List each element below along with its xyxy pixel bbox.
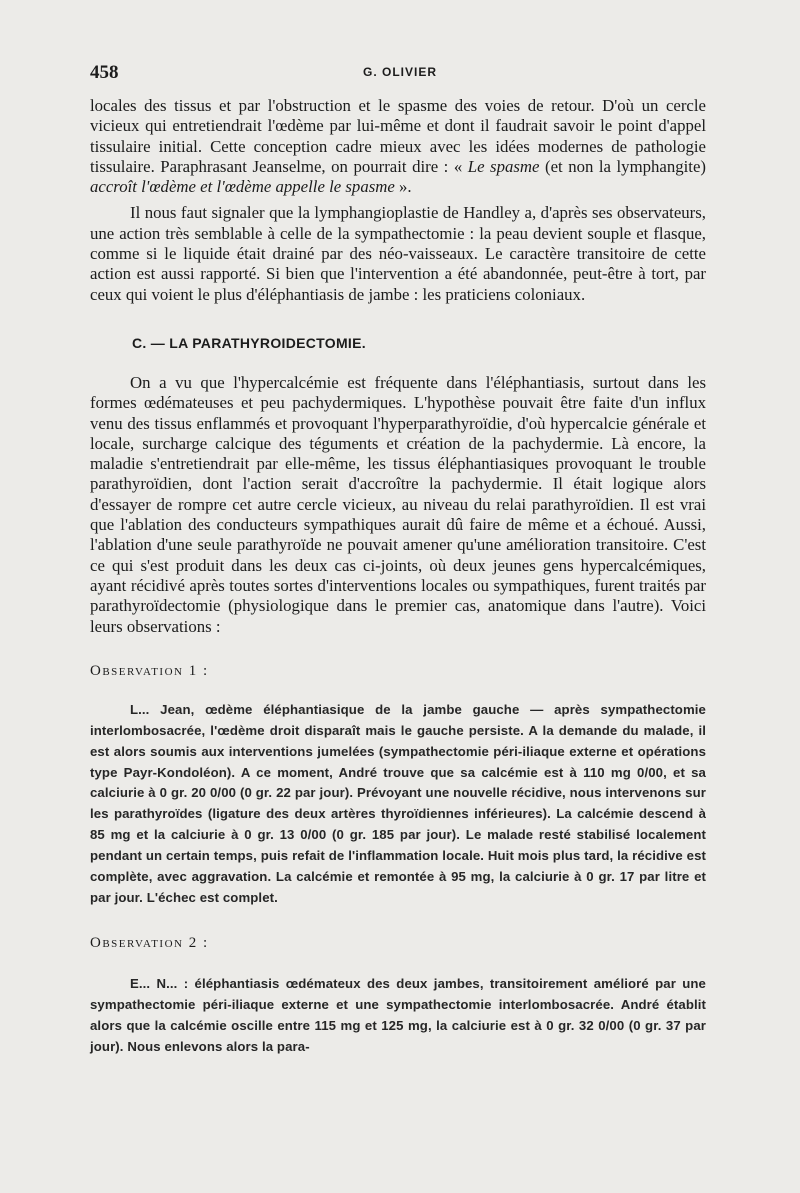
page-number: 458 [90, 62, 119, 83]
observation-2-text: E... N... : éléphantiasis œdémateux des deux jambes, transitoirement amélioré par une sympathectomie péri-iliaque externe et une sympathectomie interlombosacrée. André établit alors que la calcémie oscille entre 115 mg et 125 mg, la calciurie est à 0 gr. 32 0/00 (0 gr. 37 par jour). Nous enlevons alors la para- [90, 975, 706, 1054]
page-header [90, 62, 710, 86]
observation-2-heading: Observation 2 : [90, 934, 209, 951]
paragraph-1-text-3: ». [394, 177, 412, 197]
running-head: G. OLIVIER [362, 65, 437, 79]
paragraph-1-text-2: (et non la lymphangite) [539, 156, 706, 176]
observation-1-heading: Observation 1 : [90, 662, 209, 679]
section-title: C. — LA PARATHYROIDECTOMIE. [132, 334, 366, 351]
paragraph-1-text: locales des tissus et par l'obstruction et le spasme des voies de retour. D'où un cercle vicieux qui entretiendrait l'œdème par lui-même et dont il faudrait savoir le point d'appel tissulaire initial. Cette conception cadre mieux avec les idées modernes de pathologie tissulaire. Paraphrasant Jeanselme, on pourrait dire : « [90, 96, 706, 176]
quote-italic-2: accroît l'œdème et l'œdème appelle le spasme [90, 177, 395, 197]
paragraph-1 [90, 96, 706, 197]
observation-1-text: L... Jean, œdème éléphantiasique de la jambe gauche — après sympathectomie interlombosacrée, l'œdème droit disparaît mais le gauche persiste. A la demande du malade, il est alors soumis aux interventions jumelées (sympathectomie péri-iliaque externe et opérations type Payr-Kondoléon). A ce moment, André trouve que sa calcémie est à 110 mg 0/00, et sa calciurie à 0 gr. 20 0/00 (0 gr. 22 par jour). Prévoyant une nouvelle récidive, nous intervenons sur les parathyroïdes (ligature des deux artères thyroïdiennes inférieures). La calcémie descend à 85 mg et la calciurie à 0 gr. 13 0/00 (0 gr. 185 par jour). Le malade resté stabilisé localement pendant un certain temps, puis refait de l'inflammation locale. Huit mois plus tard, la récidive est complète, avec aggravation. La calcémie et remontée à 95 mg, la calciurie à 0 gr. 17 par litre et par jour. L'échec est complet. [90, 701, 706, 905]
paragraph-2: Il nous faut signaler que la lymphangioplastie de Handley a, d'après ses observateurs, une action très semblable à celle de la sympathectomie : la peau devient souple et flasque, comme si le liquide était drainé par des néo-vaisseaux. Le caractère transitoire de cette action est aussi rapporté. Si bien que l'intervention a été abandonnée, peut-être à tort, par ceux qui voient le plus d'éléphantiasis de jambe : les praticiens coloniaux. [90, 203, 706, 304]
quote-italic-1: Le spasme [467, 156, 540, 176]
paragraph-3: On a vu que l'hypercalcémie est fréquente dans l'éléphantiasis, surtout dans les formes œdémateuses et peu pachydermiques. L'hypothèse pouvait être faite d'un influx venu des tissus enflammés et provoquant l'hyperparathyroïdie, d'où hypercalcie générale et locale, surcharge calcique des téguments et création de la pachydermie. Là encore, la maladie s'entretiendrait par elle-même, les tissus éléphantiasiques provoquant le trouble parathyroïdien, dont l'action serait d'accroître la pachydermie. Il était logique alors d'essayer de rompre cet autre cercle vicieux, au niveau du relai parathyroïdien. Il est vrai que l'ablation des conducteurs sympathiques aurait dû faire de même et a échoué. Aussi, l'ablation d'une seule parathyroïde ne pouvait amener qu'une amélioration transitoire. C'est ce qui s'est produit dans les deux cas ci-joints, où deux jeunes gens hypercalcémiques, ayant récidivé après toutes sortes d'interventions locales ou sympathiques, furent traités par parathyroïdectomie (physiologique dans le premier cas, anatomique dans l'autre). Voici leurs observations : [90, 372, 706, 636]
page-body [90, 96, 706, 1058]
